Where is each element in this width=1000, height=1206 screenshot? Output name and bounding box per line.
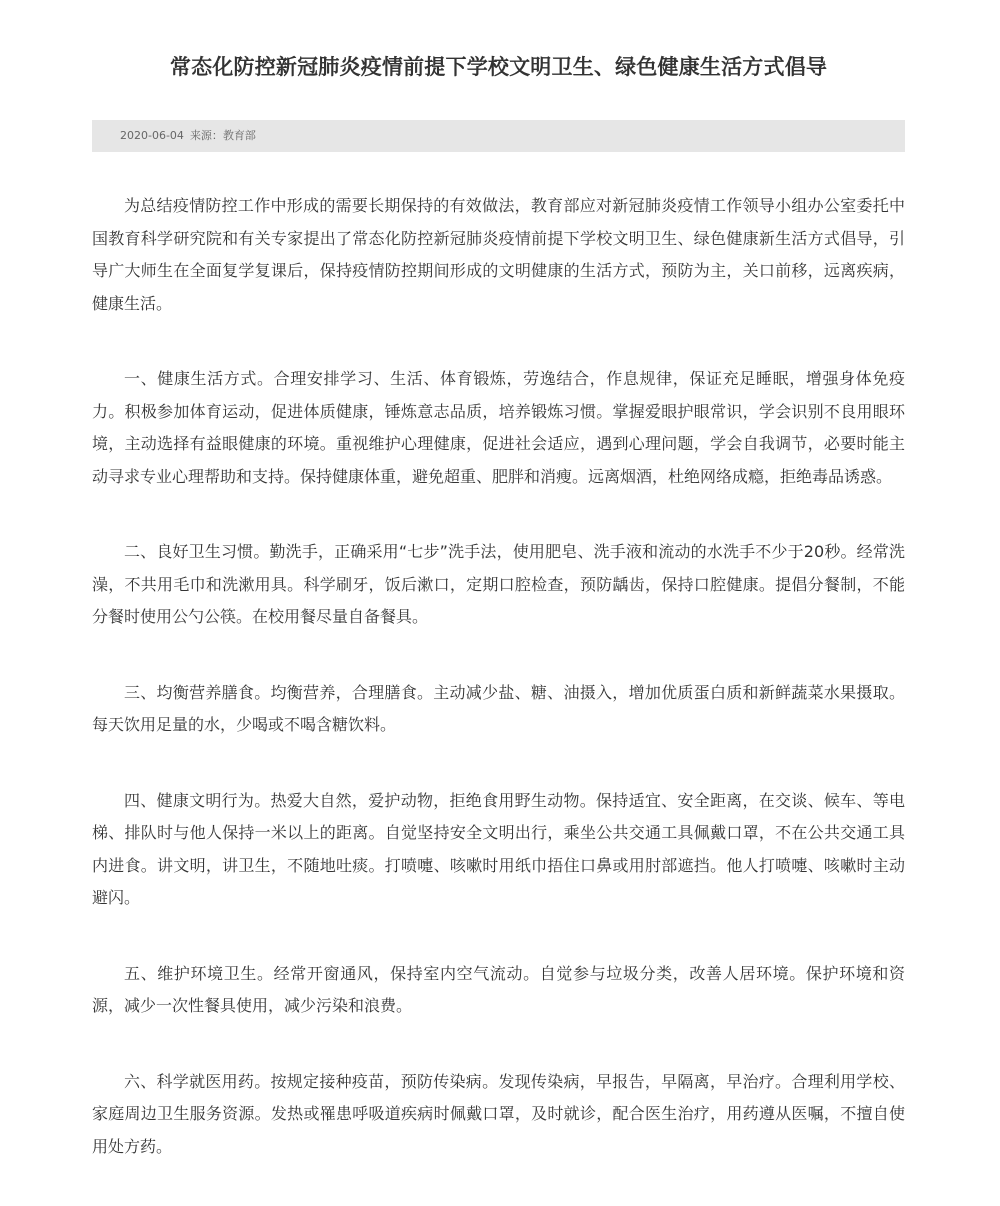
paragraph-intro: 为总结疫情防控工作中形成的需要长期保持的有效做法，教育部应对新冠肺炎疫情工作领导小组办公室委托中国教育科学研究院和有关专家提出了常态化防控新冠肺炎疫情前提下学校文明卫生、绿色健康新生活方式倡导，引导广大师生在全面复学复课后，保持疫情防控期间形成的文明健康的生活方式，预防为主，关口前移，远离疾病，健康生活。 bbox=[92, 196, 905, 313]
paragraph-environment-hygiene: 五、维护环境卫生。经常开窗通风，保持室内空气流动。自觉参与垃圾分类，改善人居环境。保护环境和资源，减少一次性餐具使用，减少污染和浪费。 bbox=[92, 963, 905, 1015]
source-name: 教育部 bbox=[222, 129, 256, 142]
paragraph-civilized-behavior: 四、健康文明行为。热爱大自然，爱护动物，拒绝食用野生动物。保持适宜、安全距离，在交谈、候车、等电梯、排队时与他人保持一米以上的距离。自觉坚持安全文明出行，乘坐公共交通工具佩戴口罩，不在公共交通工具内进食。讲文明，讲卫生，不随地吐痰。打喷嚏、咳嗽时用纸巾捂住口鼻或用肘部遮挡。他人打喷嚏、咳嗽时主动避闪。 bbox=[92, 790, 905, 907]
paragraph-balanced-diet: 三、均衡营养膳食。均衡营养，合理膳食。主动减少盐、糖、油摄入，增加优质蛋白质和新鲜蔬菜水果摄取。每天饮用足量的水，少喝或不喝含糖饮料。 bbox=[92, 682, 905, 734]
paragraph-medical-care: 六、科学就医用药。按规定接种疫苗，预防传染病。发现传染病，早报告，早隔离，早治疗。合理利用学校、家庭周边卫生服务资源。发热或罹患呼吸道疾病时佩戴口罩，及时就诊，配合医生治疗，用药遵从医嘱，不擅自使用处方药。 bbox=[92, 1071, 905, 1156]
source-label: 来源： bbox=[189, 129, 223, 142]
paragraph-healthy-lifestyle: 一、健康生活方式。合理安排学习、生活、体育锻炼，劳逸结合，作息规律，保证充足睡眠，增强身体免疫力。积极参加体育运动，促进体质健康，锤炼意志品质，培养锻炼习惯。掌握爱眼护眼常识，学会识别不良用眼环境，主动选择有益眼健康的环境。重视维护心理健康，促进社会适应，遇到心理问题，学会自我调节，必要时能主动寻求专业心理帮助和支持。保持健康体重，避免超重、肥胖和消瘦。远离烟酒，杜绝网络成瘾，拒绝毒品诱惑。 bbox=[92, 369, 905, 486]
article-meta-bar bbox=[92, 120, 905, 152]
article-title: 常态化防控新冠肺炎疫情前提下学校文明卫生、绿色健康生活方式倡导 bbox=[169, 55, 828, 79]
article-body bbox=[92, 190, 905, 1206]
publish-date: 2020-06-04 bbox=[120, 129, 184, 142]
paragraph-hygiene-habits: 二、良好卫生习惯。勤洗手，正确采用“七步”洗手法，使用肥皂、洗手液和流动的水洗手不少于20秒。经常洗澡，不共用毛巾和洗漱用具。科学刷牙，饭后漱口，定期口腔检查，预防龋齿，保持口腔健康。提倡分餐制，不能分餐时使用公勺公筷。在校用餐尽量自备餐具。 bbox=[92, 542, 905, 626]
